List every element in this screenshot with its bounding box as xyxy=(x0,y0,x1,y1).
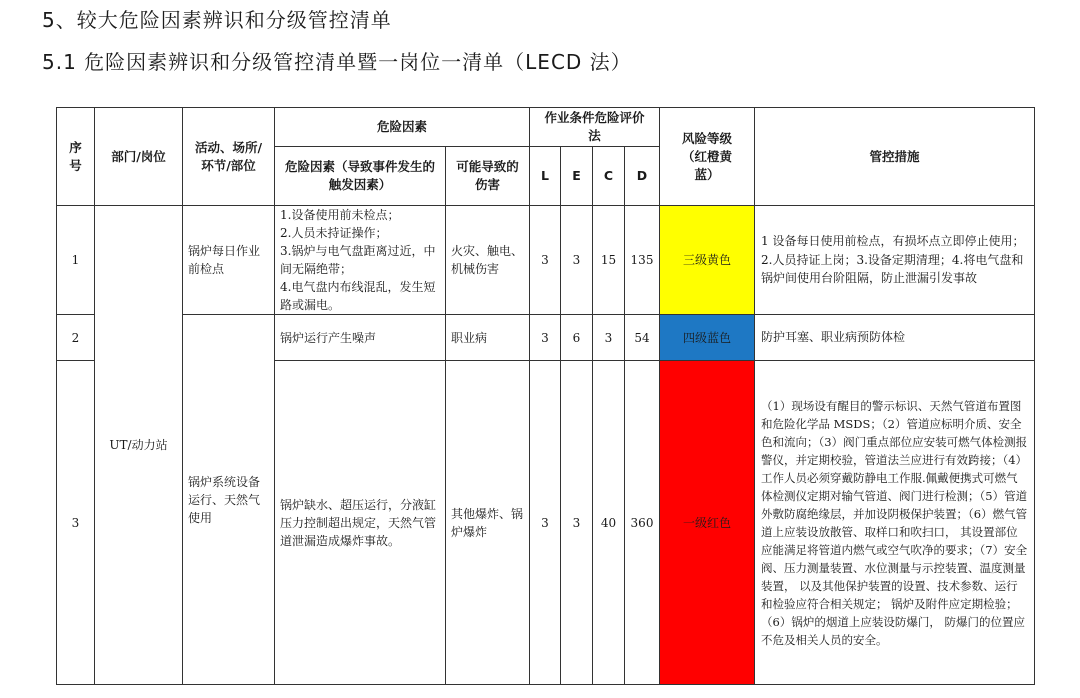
row-seq: 1 xyxy=(57,206,95,315)
row-activity: 锅炉每日作业前检点 xyxy=(183,206,275,315)
row-L: 3 xyxy=(530,361,561,685)
risk-badge: 三级黄色 xyxy=(660,206,755,315)
row-D: 54 xyxy=(625,315,660,361)
row-harm: 火灾、触电、机械伤害 xyxy=(446,206,530,315)
row-C: 15 xyxy=(593,206,625,315)
row-C: 40 xyxy=(593,361,625,685)
table-row xyxy=(57,206,1035,315)
row-hazard: 锅炉运行产生噪声 xyxy=(275,315,446,361)
row-activity: 锅炉系统设备运行、天然气使用 xyxy=(183,315,275,685)
row-seq: 3 xyxy=(57,361,95,685)
header-hazard-cause: 危险因素（导致事件发生的触发因素） xyxy=(275,147,446,206)
header-hazard-group: 危险因素 xyxy=(275,108,530,147)
row-harm: 职业病 xyxy=(446,315,530,361)
header-row-1 xyxy=(57,108,1035,147)
row-E: 3 xyxy=(561,361,593,685)
header-activity: 活动、场所/环节/部位 xyxy=(183,108,275,206)
risk-badge: 四级蓝色 xyxy=(660,315,755,361)
subsection-heading: 5.1 危险因素辨识和分级管控清单暨一岗位一清单（LECD 法） xyxy=(42,50,632,74)
row-measures: 防护耳塞、职业病预防体检 xyxy=(755,315,1035,361)
row-harm: 其他爆炸、锅炉爆炸 xyxy=(446,361,530,685)
row-L: 3 xyxy=(530,206,561,315)
row-E: 6 xyxy=(561,315,593,361)
header-measures: 管控措施 xyxy=(755,108,1035,206)
table-row xyxy=(57,315,1035,361)
row-seq: 2 xyxy=(57,315,95,361)
hazard-table xyxy=(56,107,1035,685)
header-L: L xyxy=(530,147,561,206)
header-E: E xyxy=(561,147,593,206)
header-risk-level: 风险等级（红橙黄蓝） xyxy=(660,108,755,206)
header-C: C xyxy=(593,147,625,206)
row-D: 360 xyxy=(625,361,660,685)
row-C: 3 xyxy=(593,315,625,361)
row-L: 3 xyxy=(530,315,561,361)
row-D: 135 xyxy=(625,206,660,315)
dept-cell: UT/动力站 xyxy=(95,206,183,685)
header-eval-group: 作业条件危险评价法 xyxy=(530,108,660,147)
row-hazard: 1.设备使用前未检点； 2.人员未持证操作； 3.锅炉与电气盘距离过近，中间无隔绝带； 4.电气盘内布线混乱，发生短路或漏电。 xyxy=(275,206,446,315)
risk-badge: 一级红色 xyxy=(660,361,755,685)
header-seq: 序号 xyxy=(57,108,95,206)
row-measures: （1）现场设有醒目的警示标识、天然气管道布置图和危险化学品 MSDS；（2）管道应标明介质、安全色和流向；（3）阀门重点部位应安装可燃气体检测报警仪，并定期校验，管道法兰应进行有效跨接；（4）工作人员必须穿戴防静电工作服.佩戴便携式可燃气体检测仪定期对输气管道、阀门进行检测；（5）管道外敷防腐绝缘层，并加设阴极保护装置；（6）燃气管道上应装设放散管、取样口和吹扫口， 其设置部位应能满足将管道内燃气或空气吹净的要求；（7）安全阀、压力测量装置、水位测量与示控装置、温度测量装置， 以及其他保护装置的设置、技术参数、运行和检验应符合相关规定； 锅炉及附件应定期检验；（6）锅炉的烟道上应装设防爆门， 防爆门的位置应不危及相关人员的安全。 xyxy=(755,361,1035,685)
row-measures: 1 设备每日使用前检点，有损坏点立即停止使用；2.人员持证上岗；3.设备定期清理；4.将电气盘和锅炉间使用台阶阻隔，防止泄漏引发事故 xyxy=(755,206,1035,315)
header-D: D xyxy=(625,147,660,206)
row-hazard: 锅炉缺水、超压运行，分液缸压力控制超出规定，天然气管道泄漏造成爆炸事故。 xyxy=(275,361,446,685)
section-heading: 5、较大危险因素辨识和分级管控清单 xyxy=(42,8,392,32)
header-harm: 可能导致的伤害 xyxy=(446,147,530,206)
row-E: 3 xyxy=(561,206,593,315)
header-dept: 部门/岗位 xyxy=(95,108,183,206)
